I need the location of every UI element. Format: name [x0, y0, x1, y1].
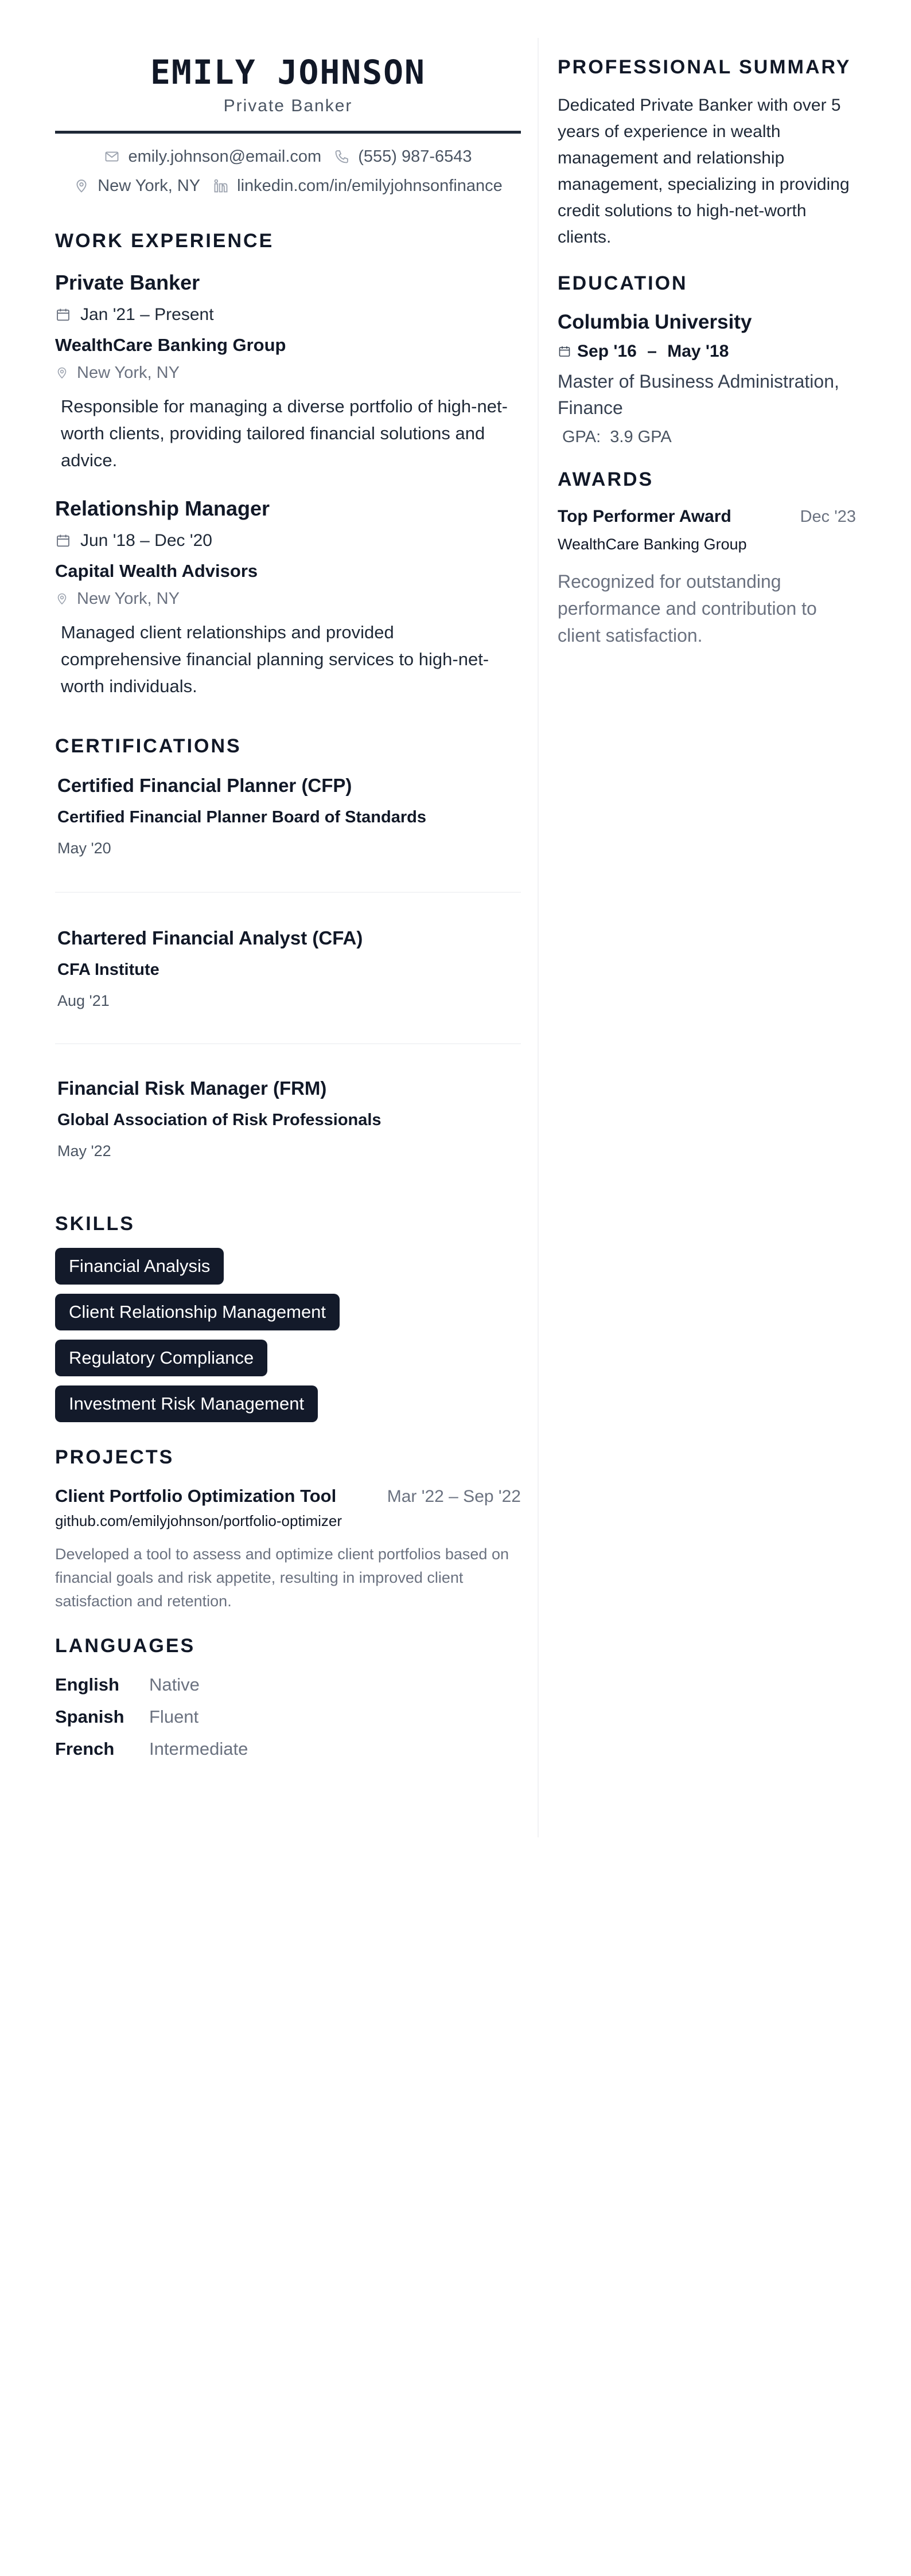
company-name: Capital Wealth Advisors	[55, 560, 258, 581]
job-title: Private Banker	[55, 270, 200, 294]
award-entry	[558, 507, 856, 649]
left-column	[55, 40, 521, 1759]
job-description: Managed client relationships and provided comprehensive financial planning services to high-net-worth individuals.	[61, 622, 489, 696]
job-title: Relationship Manager	[55, 496, 270, 520]
certification-divider	[55, 892, 521, 893]
certification-date: Aug '21	[57, 992, 110, 1009]
calendar-icon	[55, 307, 71, 323]
award-organization: WealthCare Banking Group	[558, 536, 747, 553]
phone-contact[interactable]	[334, 147, 472, 166]
work-experience-section	[55, 230, 521, 700]
certification-issuer: Global Association of Risk Professionals	[57, 1110, 381, 1129]
language-row	[55, 1707, 521, 1727]
award-header	[558, 507, 856, 526]
skill-tag: Regulatory Compliance	[55, 1340, 267, 1376]
language-name: English	[55, 1674, 119, 1695]
skills-section	[55, 1213, 521, 1422]
location-pin-icon	[55, 592, 69, 606]
job-location	[55, 590, 521, 608]
job-dates-text: Jun '18 – Dec '20	[80, 530, 212, 550]
job-description: Responsible for managing a diverse portfolio of high-net-worth clients, providing tailored financial solutions and advice.	[61, 396, 508, 470]
candidate-name: EMILY JOHNSON	[150, 53, 426, 92]
project-entry	[55, 1486, 521, 1613]
certification-divider	[55, 1043, 521, 1044]
calendar-icon	[55, 533, 71, 549]
education-start: Sep '16	[577, 342, 637, 361]
column-divider	[538, 38, 539, 1837]
location-text: New York, NY	[98, 176, 201, 195]
education-section	[558, 272, 856, 447]
section-title-awards: AWARDS	[558, 469, 654, 490]
language-list	[55, 1675, 521, 1759]
company-name: WealthCare Banking Group	[55, 334, 286, 355]
resume-header	[55, 53, 521, 196]
certification-name: Financial Risk Manager (FRM)	[57, 1077, 327, 1099]
project-header	[55, 1486, 521, 1506]
job-dates-text: Jan '21 – Present	[80, 305, 214, 324]
language-row	[55, 1675, 521, 1695]
language-level: Native	[149, 1674, 200, 1695]
section-title-education: EDUCATION	[558, 272, 688, 294]
gpa-label: GPA:	[562, 428, 601, 446]
language-name: Spanish	[55, 1706, 124, 1727]
section-title-skills: SKILLS	[55, 1212, 135, 1235]
calendar-icon	[558, 345, 571, 358]
language-row	[55, 1739, 521, 1759]
right-column	[558, 40, 856, 649]
job-dates	[55, 531, 521, 551]
project-link[interactable]: github.com/emilyjohnson/portfolio-optimizer	[55, 1512, 342, 1529]
award-date: Dec '23	[800, 508, 856, 526]
education-gpa	[558, 428, 856, 447]
linkedin-icon	[213, 178, 229, 194]
summary-text: Dedicated Private Banker with over 5 years of experience in wealth management and relationship management, specializing in providing credit solutions to high-net-worth clients.	[558, 96, 850, 247]
contact-row	[55, 177, 521, 196]
date-separator: –	[642, 342, 662, 361]
education-school: Columbia University	[558, 311, 752, 333]
gpa-value: 3.9 GPA	[610, 428, 672, 446]
location-contact	[73, 177, 200, 196]
job-location	[55, 364, 521, 383]
work-entry	[55, 271, 521, 474]
skill-tag: Financial Analysis	[55, 1248, 224, 1285]
project-title: Client Portfolio Optimization Tool	[55, 1485, 337, 1506]
award-description: Recognized for outstanding performance and contribution to client satisfaction.	[558, 571, 817, 646]
projects-section	[55, 1446, 521, 1613]
certification-entry	[55, 927, 521, 1010]
certification-date: May '22	[57, 1142, 111, 1160]
header-divider	[55, 131, 521, 134]
section-title-languages: LANGUAGES	[55, 1634, 196, 1657]
certification-name: Certified Financial Planner (CFP)	[57, 774, 352, 796]
certifications-section	[55, 735, 521, 1160]
certification-entry	[55, 1078, 521, 1160]
skill-list	[55, 1248, 521, 1422]
skill-tag: Client Relationship Management	[55, 1294, 340, 1330]
email-text: emily.johnson@email.com	[128, 147, 322, 166]
candidate-role: Private Banker	[223, 96, 353, 115]
project-description: Developed a tool to assess and optimize client portfolios based on financial goals and risk appetite, resulting in improved client satisfaction and retention.	[55, 1545, 509, 1610]
section-title-certifications: CERTIFICATIONS	[55, 735, 242, 757]
education-degree: Master of Business Administration, Finance	[558, 371, 839, 418]
certification-issuer: CFA Institute	[57, 960, 159, 979]
section-title-projects: PROJECTS	[55, 1446, 174, 1468]
phone-icon	[334, 149, 350, 165]
languages-section	[55, 1635, 521, 1759]
language-level: Fluent	[149, 1706, 199, 1727]
certification-entry	[55, 775, 521, 857]
education-dates	[558, 342, 856, 361]
linkedin-contact[interactable]	[213, 177, 503, 196]
mail-icon	[104, 149, 120, 165]
job-location-text: New York, NY	[77, 589, 180, 608]
work-entry	[55, 497, 521, 700]
language-level: Intermediate	[149, 1738, 248, 1759]
education-end: May '18	[667, 342, 729, 361]
phone-text: (555) 987-6543	[358, 147, 472, 166]
job-location-text: New York, NY	[77, 363, 180, 382]
section-title-summary: PROFESSIONAL SUMMARY	[558, 56, 851, 78]
awards-section	[558, 469, 856, 649]
summary-section	[558, 56, 856, 251]
award-title: Top Performer Award	[558, 507, 731, 526]
linkedin-text: linkedin.com/in/emilyjohnsonfinance	[237, 176, 503, 195]
contact-row	[55, 147, 521, 166]
job-dates	[55, 305, 521, 325]
language-name: French	[55, 1738, 115, 1759]
certification-date: May '20	[57, 839, 111, 857]
location-pin-icon	[73, 178, 89, 194]
email-contact[interactable]	[104, 147, 321, 166]
section-title-work: WORK EXPERIENCE	[55, 229, 274, 252]
project-dates: Mar '22 – Sep '22	[387, 1486, 521, 1506]
skill-tag: Investment Risk Management	[55, 1385, 318, 1422]
location-pin-icon	[55, 366, 69, 380]
certification-name: Chartered Financial Analyst (CFA)	[57, 927, 363, 949]
certification-issuer: Certified Financial Planner Board of Standards	[57, 807, 426, 826]
